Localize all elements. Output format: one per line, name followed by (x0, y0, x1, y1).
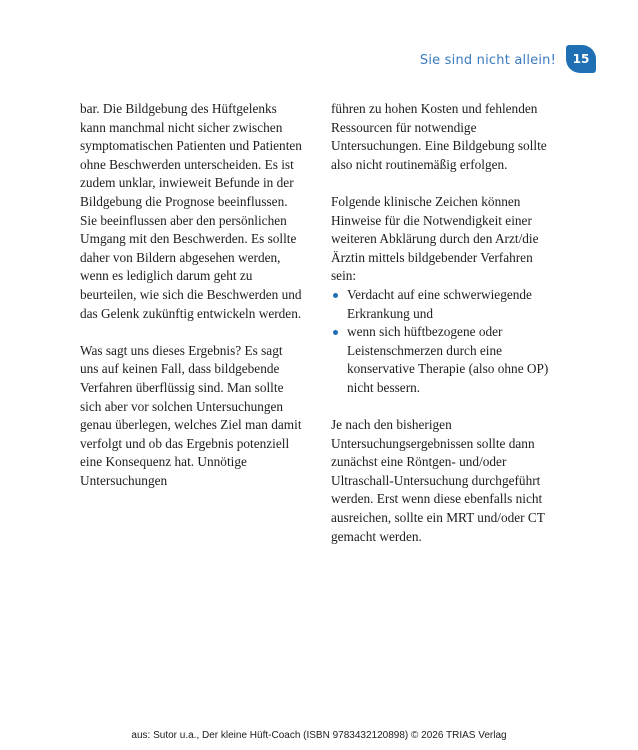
paragraph: Folgende klinische Zeichen können Hinweise für die Notwendigkeit einer weiteren Abklärung durch den Arzt/die Ärztin mittels bildgebender Verfahren sein: (331, 193, 539, 284)
list-item (331, 286, 559, 323)
paragraph: Je nach den bisherigen Untersuchungsergebnissen sollte dann zunächst eine Röntgen- und/oder Ultraschall-Untersuchung durchgeführt werden. Erst wenn diese ebenfalls nicht ausreichen, sollte ein MRT und/oder CT gemacht werden. (331, 417, 545, 544)
list-item-text: wenn sich hüftbezogene oder Leistenschmerzen durch eine konservative Therapie (also ohne OP) nicht bessern. (347, 324, 549, 395)
right-column (331, 100, 559, 565)
bullet-dot-icon (333, 293, 338, 298)
footer-citation: aus: Sutor u.a., Der kleine Hüft-Coach (ISBN 9783432120898) © 2026 TRIAS Verlag (131, 730, 507, 741)
left-column (80, 100, 302, 509)
list-item (331, 323, 559, 397)
bullet-dot-icon (333, 330, 338, 335)
page-number-badge: 15 (566, 45, 596, 73)
paragraph: führen zu hohen Kosten und fehlenden Ressourcen für notwendige Untersuchungen. Eine Bildgebung sollte also nicht routinemäßig erfolgen. (331, 101, 547, 172)
paragraph: Was sagt uns dieses Ergebnis? Es sagt uns auf keinen Fall, dass bildgebende Verfahren überflüssig sind. Man sollte sich aber vor solchen Untersuchungen genau überlegen, welches Ziel man damit verfolgt und ob das Ergebnis potenziell eine Konsequenz hat. Unnötige Untersuchungen (80, 342, 302, 488)
chapter-title: Sie sind nicht allein! (419, 53, 556, 68)
paragraph: bar. Die Bildgebung des Hüftgelenks kann manchmal nicht sicher zwischen symptomatischen Patienten und Patienten ohne Beschwerden unterscheiden. Es ist zudem unklar, inwieweit Befunde in der Bildgebung die Prognose beeinflussen. Sie beeinflussen aber den persönlichen Umgang mit den Beschwerden. Es sollte daher von Bildern abgesehen werden, wenn es lediglich darum geht zu beurteilen, wie sich die Beschwerden und das Gelenk zukünftig entwickeln werden. (80, 101, 302, 321)
list-item-text: Verdacht auf eine schwerwiegende Erkrankung und (347, 286, 532, 321)
bullet-list (331, 286, 559, 398)
